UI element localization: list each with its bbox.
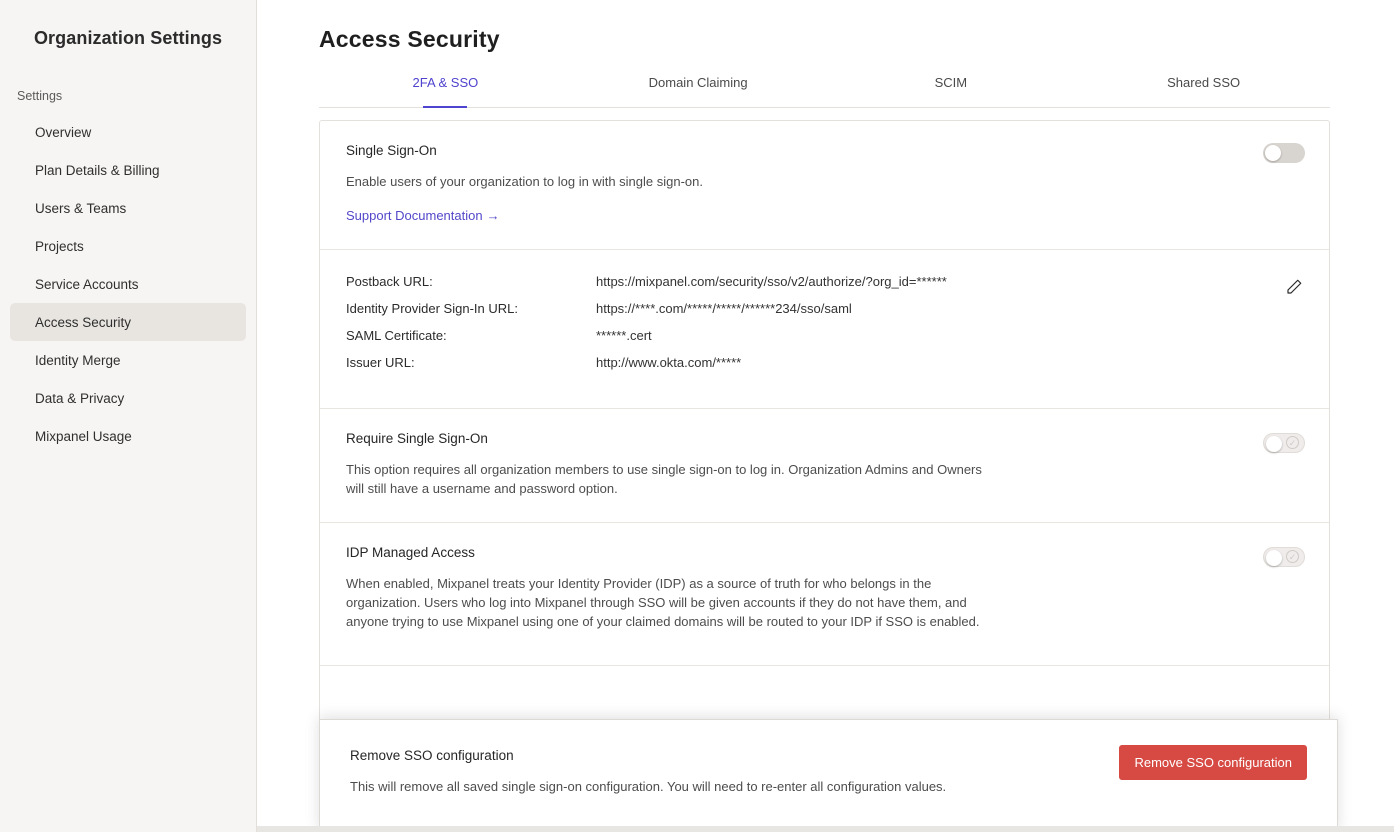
detail-row (346, 301, 1303, 316)
tab-scim[interactable] (825, 75, 1078, 107)
idp-managed-access-section (320, 523, 1329, 666)
bottom-edge (257, 826, 1394, 832)
sidebar (0, 0, 257, 832)
detail-value: http://www.okta.com/***** (596, 355, 742, 370)
support-documentation-label: Support Documentation (346, 208, 483, 223)
detail-row (346, 274, 1303, 289)
sidebar-item-plan-details-billing[interactable] (10, 151, 246, 189)
organization-settings-title: Organization Settings (33, 28, 223, 48)
tab-label: Shared SSO (1167, 75, 1241, 90)
tab-shared-sso[interactable] (1077, 75, 1330, 107)
sidebar-section-label: Settings (17, 89, 63, 103)
detail-key: SAML Certificate: (346, 328, 447, 343)
check-icon: ✓ (1286, 550, 1299, 563)
sidebar-item-data-privacy[interactable] (10, 379, 246, 417)
sidebar-item-service-accounts[interactable] (10, 265, 246, 303)
detail-row (346, 328, 1303, 343)
single-sign-on-description: Enable users of your organization to log in with single sign-on. (346, 174, 703, 189)
tab-domain-claiming[interactable] (572, 75, 825, 107)
toggle-knob (1266, 436, 1282, 452)
sidebar-item-label: Mixpanel Usage (35, 428, 132, 444)
tab-bar (319, 75, 1330, 108)
sidebar-item-identity-merge[interactable] (10, 341, 246, 379)
sidebar-item-label: Data & Privacy (35, 390, 125, 406)
detail-key: Identity Provider Sign-In URL: (346, 301, 518, 316)
remove-sso-configuration-description: This will remove all saved single sign-on configuration. You will need to re-enter all configuration values. (350, 779, 947, 794)
detail-key: Postback URL: (346, 274, 433, 289)
pencil-icon[interactable] (1285, 278, 1303, 296)
main-content (257, 0, 1394, 832)
settings-card-list (319, 120, 1330, 787)
sidebar-item-overview[interactable] (10, 113, 246, 151)
tab-label: SCIM (934, 75, 968, 90)
sidebar-item-label: Identity Merge (35, 352, 121, 368)
toggle-knob (1265, 145, 1281, 161)
sidebar-item-label: Service Accounts (35, 276, 139, 292)
sidebar-item-users-teams[interactable] (10, 189, 246, 227)
toggle-knob (1266, 550, 1282, 566)
sso-configuration-details (320, 250, 1329, 409)
single-sign-on-section (320, 121, 1329, 250)
remove-sso-configuration-panel (319, 719, 1338, 832)
sidebar-item-projects[interactable] (10, 227, 246, 265)
remove-sso-configuration-button[interactable]: Remove SSO configuration (1119, 745, 1307, 780)
single-sign-on-toggle[interactable] (1263, 143, 1305, 163)
idp-managed-access-toggle[interactable] (1263, 547, 1305, 567)
tab-2fa-sso[interactable] (319, 75, 572, 107)
detail-value: ******.cert (596, 328, 652, 343)
sidebar-item-label: Access Security (35, 314, 132, 330)
sidebar-item-label: Projects (35, 238, 84, 254)
require-single-sign-on-toggle[interactable] (1263, 433, 1305, 453)
remove-sso-configuration-title: Remove SSO configuration (350, 748, 514, 763)
sidebar-item-label: Plan Details & Billing (35, 162, 160, 178)
require-single-sign-on-description: This option requires all organization members to use single sign-on to log in. Organization Admins and Owners will still have a username and password option. (346, 462, 982, 496)
tab-label: 2FA & SSO (412, 75, 479, 90)
sidebar-item-mixpanel-usage[interactable] (10, 417, 246, 455)
arrow-right-icon: → (486, 208, 500, 223)
require-single-sign-on-title: Require Single Sign-On (346, 431, 488, 446)
sidebar-item-label: Overview (35, 124, 92, 140)
idp-managed-access-description: When enabled, Mixpanel treats your Identity Provider (IDP) as a source of truth for who belongs in the organization. Users who log into Mixpanel through SSO will be given accounts if they do not have them, and anyone trying to use Mixpanel using one of your claimed domains will be routed to your IDP if SSO is enabled. (346, 576, 980, 629)
detail-row (346, 355, 1303, 370)
detail-value: https://****.com/*****/*****/******234/sso/saml (596, 301, 852, 316)
tab-label: Domain Claiming (648, 75, 748, 90)
single-sign-on-title: Single Sign-On (346, 143, 437, 158)
detail-key: Issuer URL: (346, 355, 415, 370)
sidebar-item-access-security[interactable] (10, 303, 246, 341)
sidebar-item-label: Users & Teams (35, 200, 127, 216)
support-documentation-link[interactable] (346, 208, 500, 223)
idp-managed-access-title: IDP Managed Access (346, 545, 475, 560)
require-single-sign-on-section (320, 409, 1329, 523)
detail-value: https://mixpanel.com/security/sso/v2/authorize/?org_id=****** (596, 274, 947, 289)
check-icon: ✓ (1286, 436, 1299, 449)
page-title: Access Security (319, 26, 500, 52)
